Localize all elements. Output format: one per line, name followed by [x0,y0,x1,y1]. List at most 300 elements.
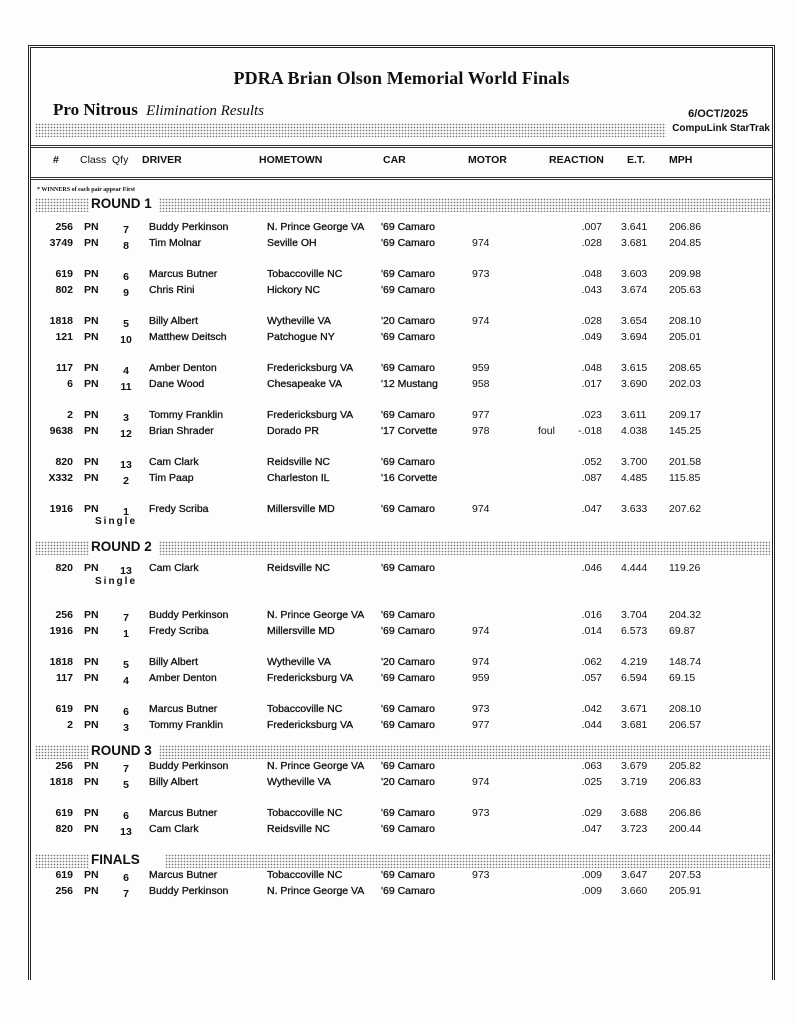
result-row [31,807,772,822]
banner-dots-right [159,745,770,759]
cell-reaction: .029 [581,807,602,819]
class-title [53,100,264,120]
cell-reaction: .046 [581,562,602,574]
banner-dots-right [165,854,770,868]
cell-driver: Marcus Butner [149,869,218,881]
cell-hometown: Tobaccoville NC [267,268,343,280]
cell-mph: 207.53 [669,869,702,881]
cell-car: '69 Camaro [381,869,435,881]
result-row [31,869,772,884]
cell-qfy: 1 [123,506,129,518]
cell-reaction: .014 [581,625,602,637]
cell-car: '69 Camaro [381,268,435,280]
cell-car: '20 Camaro [381,315,435,327]
result-row [31,609,772,624]
cell-qfy: 13 [120,826,132,838]
cell-reaction: .057 [581,672,602,684]
cell-motor: 974 [472,625,490,637]
cell-et: 3.603 [621,268,648,280]
cell-reaction: .028 [581,315,602,327]
cell-motor: 959 [472,672,490,684]
cell-driver: Billy Albert [149,315,199,327]
cell-et: 3.674 [621,284,648,296]
cell-num: 256 [55,609,73,621]
cell-driver: Billy Albert [149,656,199,668]
cell-mph: 205.63 [669,284,702,296]
col-class: Class [80,154,107,166]
cell-driver: Marcus Butner [149,807,218,819]
cell-qfy: 6 [123,706,129,718]
cell-car: '69 Camaro [381,562,435,574]
cell-hometown: Chesapeake VA [267,378,343,390]
cell-num: 802 [55,284,73,296]
cell-mph: 206.83 [669,776,702,788]
cell-num: 619 [55,703,73,715]
cell-motor: 974 [472,776,490,788]
cell-et: 4.485 [621,472,648,484]
cell-reaction: .047 [581,823,602,835]
col-motor: MOTOR [468,154,507,166]
cell-driver: Fredy Scriba [149,503,209,515]
cell-reaction: .007 [581,221,602,233]
cell-reaction: .016 [581,609,602,621]
cell-mph: 206.57 [669,719,702,731]
cell-class: PN [84,456,99,468]
cell-reaction: .023 [581,409,602,421]
round-label: ROUND 2 [91,539,152,554]
result-row [31,719,772,734]
result-row [31,237,772,252]
cell-class: PN [84,776,99,788]
result-row [31,315,772,330]
header-rule-bottom [31,177,772,180]
cell-et: 3.723 [621,823,648,835]
cell-num: 117 [56,672,73,684]
cell-class: PN [84,378,99,390]
cell-mph: 208.10 [669,703,702,715]
cell-class: PN [84,625,99,637]
cell-mph: 202.03 [669,378,702,390]
cell-mph: 205.91 [669,885,702,897]
cell-hometown: Tobaccoville NC [267,703,343,715]
cell-motor: 959 [472,362,490,374]
cell-num: 6 [67,378,73,390]
cell-reaction: .009 [581,869,602,881]
cell-mph: 206.86 [669,221,702,233]
cell-car: '69 Camaro [381,885,435,897]
result-row [31,268,772,283]
cell-qfy: 6 [123,810,129,822]
cell-driver: Tommy Franklin [149,719,224,731]
result-row [31,378,772,393]
cell-car: '69 Camaro [381,456,435,468]
cell-class: PN [84,331,99,343]
cell-driver: Brian Shrader [149,425,214,437]
cell-qfy: 3 [123,412,129,424]
cell-class: PN [84,284,99,296]
result-row [31,284,772,299]
results-subtitle: Elimination Results [146,103,265,119]
cell-class: PN [84,807,99,819]
cell-num: 1818 [49,315,73,327]
cell-class: PN [84,362,99,374]
cell-qfy: 11 [120,381,132,393]
col-reaction: REACTION [549,154,604,166]
cell-reaction: .049 [581,331,602,343]
cell-motor: 974 [472,315,490,327]
cell-et: 3.704 [621,609,648,621]
cell-reaction: .043 [581,284,602,296]
cell-num: 9638 [49,425,73,437]
cell-car: '69 Camaro [381,719,435,731]
cell-num: 256 [55,760,73,772]
cell-qfy: 7 [123,763,129,775]
cell-hometown: Reidsville NC [267,456,331,468]
cell-num: 820 [55,823,73,835]
cell-hometown: Dorado PR [267,425,319,437]
col-hometown: HOMETOWN [259,154,323,166]
cell-num: 1916 [49,625,73,637]
cell-num: 1818 [49,776,73,788]
cell-mph: 115.85 [669,472,701,484]
cell-num: 256 [55,221,73,233]
cell-mph: 69.87 [669,625,696,637]
cell-mph: 208.10 [669,315,702,327]
col-num: # [53,154,59,166]
cell-class: PN [84,221,99,233]
cell-car: '17 Corvette [381,425,438,437]
cell-et: 3.681 [621,719,648,731]
cell-car: '69 Camaro [381,284,435,296]
single-run-label: Single [95,516,138,527]
cell-qfy: 4 [123,675,129,687]
banner-dots-right [159,198,770,212]
cell-et: 6.594 [621,672,648,684]
cell-class: PN [84,672,99,684]
cell-driver: Amber Denton [149,672,217,684]
cell-et: 3.681 [621,237,648,249]
cell-num: 820 [55,562,73,574]
cell-et: 3.688 [621,807,648,819]
cell-et: 3.679 [621,760,648,772]
cell-hometown: Tobaccoville NC [267,869,343,881]
cell-driver: Buddy Perkinson [149,885,229,897]
cell-et: 3.690 [621,378,648,390]
cell-car: '69 Camaro [381,807,435,819]
cell-hometown: Patchogue NY [267,331,335,343]
cell-class: PN [84,656,99,668]
cell-qfy: 7 [123,612,129,624]
cell-motor: 974 [472,656,490,668]
cell-driver: Buddy Perkinson [149,221,229,233]
timing-brand: CompuLink StarTrak [672,123,770,134]
cell-hometown: N. Prince George VA [267,221,365,233]
cell-hometown: Wytheville VA [267,656,331,668]
cell-mph: 208.65 [669,362,702,374]
cell-num: 619 [55,268,73,280]
cell-hometown: Hickory NC [267,284,321,296]
cell-num: 820 [55,456,73,468]
result-row [31,760,772,775]
cell-class: PN [84,869,99,881]
single-run-label: Single [95,576,138,587]
cell-qfy: 12 [120,428,132,440]
result-row [31,625,772,640]
cell-car: '69 Camaro [381,672,435,684]
cell-car: '69 Camaro [381,503,435,515]
cell-class: PN [84,315,99,327]
cell-driver: Billy Albert [149,776,199,788]
cell-qfy: 5 [123,318,129,330]
cell-hometown: Fredericksburg VA [267,719,354,731]
cell-car: '69 Camaro [381,221,435,233]
cell-driver: Cam Clark [149,562,199,574]
cell-driver: Cam Clark [149,456,199,468]
cell-class: PN [84,760,99,772]
cell-num: X332 [48,472,73,484]
result-row [31,331,772,346]
cell-driver: Marcus Butner [149,268,218,280]
cell-driver: Marcus Butner [149,703,218,715]
cell-car: '69 Camaro [381,703,435,715]
cell-num: 1916 [49,503,73,515]
cell-motor: 958 [472,378,490,390]
result-row [31,472,772,487]
cell-class: PN [84,885,99,897]
cell-et: 3.641 [621,221,648,233]
cell-hometown: Fredericksburg VA [267,672,354,684]
round-banner [35,541,770,555]
cell-hometown: N. Prince George VA [267,609,365,621]
cell-reaction: .052 [581,456,602,468]
cell-motor: 973 [472,807,490,819]
cell-motor: 977 [472,719,490,731]
cell-reaction: .042 [581,703,602,715]
cell-motor: 974 [472,503,490,515]
cell-car: '69 Camaro [381,331,435,343]
result-row [31,562,772,577]
cell-reaction: .009 [581,885,602,897]
result-row [31,703,772,718]
cell-driver: Buddy Perkinson [149,609,229,621]
cell-qfy: 6 [123,271,129,283]
column-headers [31,154,772,172]
cell-num: 121 [55,331,73,343]
round-label: ROUND 3 [91,743,152,758]
result-row [31,672,772,687]
cell-reaction: .044 [581,719,602,731]
cell-mph: 205.82 [669,760,702,772]
cell-num: 3749 [49,237,73,249]
cell-mph: 145.25 [669,425,702,437]
cell-motor: 973 [472,268,490,280]
cell-hometown: N. Prince George VA [267,760,365,772]
cell-et: 4.038 [621,425,648,437]
cell-hometown: Fredericksburg VA [267,362,354,374]
cell-hometown: Tobaccoville NC [267,807,343,819]
cell-num: 256 [55,885,73,897]
cell-driver: Chris Rini [149,284,195,296]
round-banner [35,198,770,212]
cell-car: '69 Camaro [381,760,435,772]
banner-dots-left [35,198,89,212]
cell-motor: 977 [472,409,490,421]
cell-motor: 973 [472,869,490,881]
cell-foul: foul [538,425,555,437]
cell-hometown: Fredericksburg VA [267,409,354,421]
cell-qfy: 3 [123,722,129,734]
cell-car: '69 Camaro [381,362,435,374]
col-car: CAR [383,154,406,166]
cell-reaction: .025 [581,776,602,788]
cell-motor: 974 [472,237,490,249]
cell-car: '69 Camaro [381,409,435,421]
round-label: FINALS [91,852,140,867]
cell-num: 619 [55,869,73,881]
round-label: ROUND 1 [91,196,152,211]
cell-et: 3.615 [621,362,648,374]
cell-qfy: 7 [123,224,129,236]
cell-num: 619 [55,807,73,819]
result-row [31,885,772,900]
result-row [31,362,772,377]
cell-qfy: 10 [120,334,132,346]
cell-driver: Amber Denton [149,362,217,374]
event-title: PDRA Brian Olson Memorial World Finals [233,68,570,88]
cell-qfy: 8 [123,240,129,252]
cell-hometown: Charleston IL [267,472,330,484]
result-row [31,425,772,440]
cell-mph: 204.85 [669,237,702,249]
col-driver: DRIVER [142,154,182,166]
cell-car: '69 Camaro [381,609,435,621]
cell-hometown: Reidsville NC [267,562,331,574]
cell-driver: Cam Clark [149,823,199,835]
cell-driver: Tommy Franklin [149,409,224,421]
col-mph: MPH [669,154,693,166]
cell-hometown: Wytheville VA [267,315,331,327]
cell-hometown: Wytheville VA [267,776,331,788]
cell-qfy: 13 [120,565,132,577]
cell-driver: Matthew Deitsch [149,331,227,343]
winners-note: * WINNERS of each pair appear First [37,187,136,193]
cell-car: '12 Mustang [381,378,438,390]
cell-et: 3.647 [621,869,648,881]
class-name: Pro Nitrous [53,100,138,119]
cell-num: 2 [67,719,73,731]
cell-mph: 69.15 [669,672,696,684]
cell-qfy: 6 [123,872,129,884]
col-et: E.T. [627,154,646,166]
cell-et: 6.573 [621,625,648,637]
cell-qfy: 9 [123,287,129,299]
result-row [31,409,772,424]
cell-car: '69 Camaro [381,237,435,249]
cell-driver: Tim Molnar [149,237,202,249]
header-rule-top [31,145,772,148]
cell-et: 3.671 [621,703,648,715]
cell-reaction: .028 [581,237,602,249]
round-banner [35,854,770,868]
cell-qfy: 13 [120,459,132,471]
banner-dots-left [35,854,89,868]
cell-hometown: Millersville MD [267,503,335,515]
cell-class: PN [84,472,99,484]
header-dot-band [35,123,666,137]
cell-num: 117 [56,362,73,374]
cell-reaction: .063 [581,760,602,772]
cell-motor: 973 [472,703,490,715]
cell-car: '16 Corvette [381,472,438,484]
cell-et: 4.444 [621,562,648,574]
cell-reaction: .048 [581,362,602,374]
cell-num: 2 [67,409,73,421]
cell-class: PN [84,409,99,421]
cell-driver: Fredy Scriba [149,625,209,637]
cell-mph: 201.58 [669,456,702,468]
cell-mph: 205.01 [669,331,702,343]
cell-et: 3.660 [621,885,648,897]
cell-reaction: .017 [581,378,602,390]
cell-class: PN [84,237,99,249]
cell-et: 3.633 [621,503,648,515]
result-row [31,823,772,838]
cell-driver: Tim Paap [149,472,194,484]
cell-driver: Dane Wood [149,378,205,390]
cell-car: '69 Camaro [381,823,435,835]
cell-et: 4.219 [621,656,648,668]
cell-driver: Buddy Perkinson [149,760,229,772]
cell-hometown: Millersville MD [267,625,335,637]
result-row [31,776,772,791]
cell-class: PN [84,425,99,437]
cell-reaction: .047 [581,503,602,515]
cell-qfy: 5 [123,659,129,671]
cell-class: PN [84,703,99,715]
round-banner [35,745,770,759]
cell-car: '20 Camaro [381,776,435,788]
cell-class: PN [84,562,99,574]
cell-class: PN [84,268,99,280]
cell-et: 3.654 [621,315,648,327]
cell-reaction: .087 [581,472,602,484]
cell-class: PN [84,719,99,731]
banner-dots-left [35,745,89,759]
cell-hometown: Reidsville NC [267,823,331,835]
cell-hometown: N. Prince George VA [267,885,365,897]
cell-mph: 148.74 [669,656,702,668]
cell-mph: 204.32 [669,609,702,621]
event-date: 6/OCT/2025 [688,108,748,120]
cell-mph: 209.17 [669,409,702,421]
col-qfy: Qfy [112,154,129,166]
results-sheet [28,45,775,980]
banner-dots-left [35,541,89,555]
cell-qfy: 4 [123,365,129,377]
cell-hometown: Seville OH [267,237,317,249]
result-row [31,456,772,471]
result-row [31,221,772,236]
cell-num: 1818 [49,656,73,668]
cell-car: '69 Camaro [381,625,435,637]
cell-mph: 200.44 [669,823,702,835]
cell-qfy: 1 [123,628,129,640]
cell-qfy: 7 [123,888,129,900]
cell-et: 3.611 [621,409,647,421]
cell-et: 3.719 [621,776,648,788]
cell-mph: 206.86 [669,807,702,819]
banner-dots-right [159,541,770,555]
